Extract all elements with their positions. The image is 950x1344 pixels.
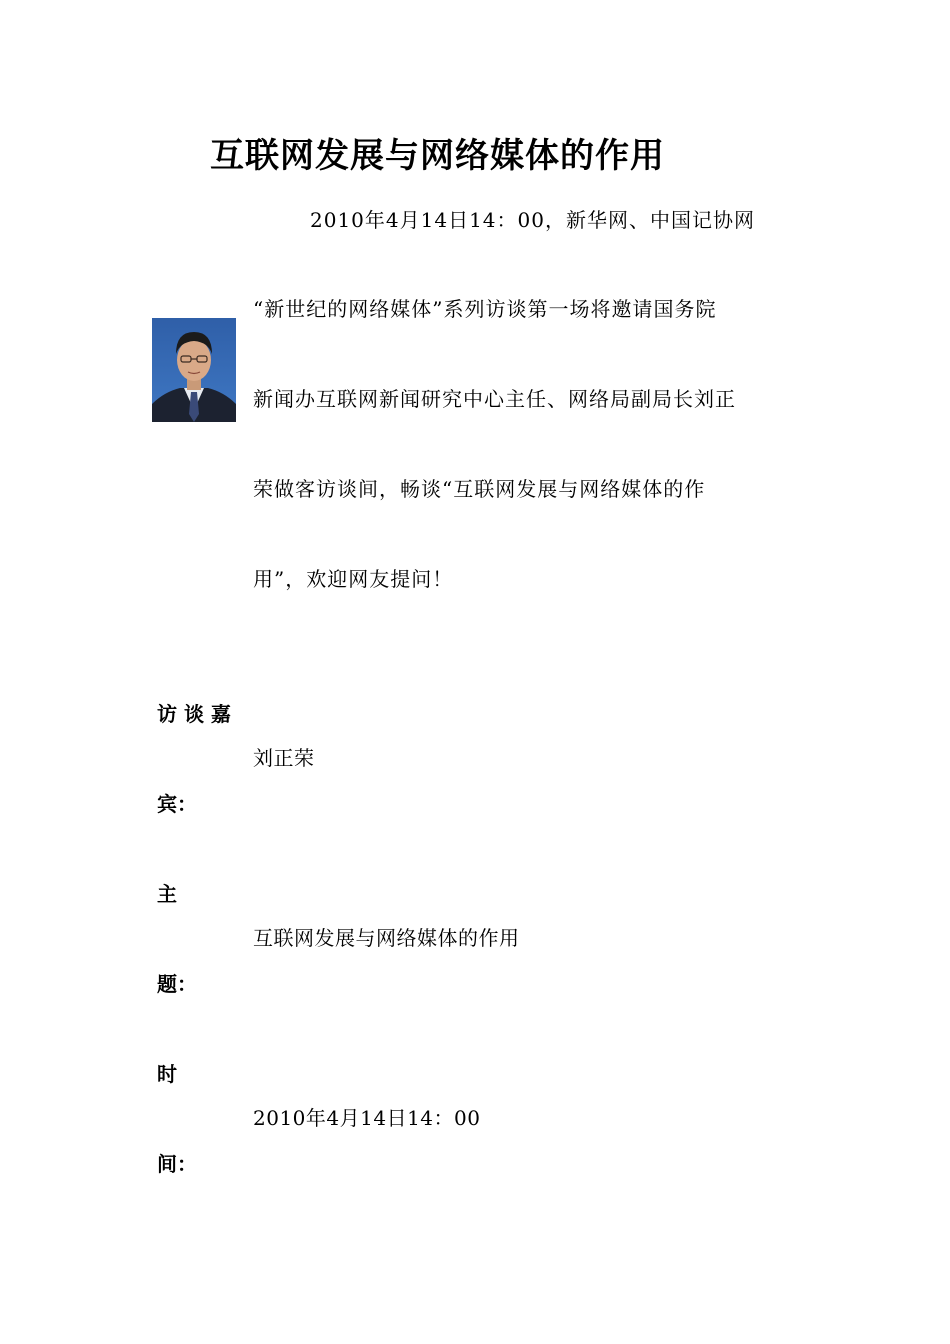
intro-line-5: 用”，欢迎网友提问！ (253, 567, 454, 591)
time-label-line2: 间： (157, 1152, 197, 1176)
guest-portrait-photo (152, 318, 236, 422)
time-label-line1: 时 (157, 1062, 177, 1086)
topic-label-line2: 题： (157, 972, 197, 996)
topic-label-line1: 主 (157, 882, 177, 906)
intro-line-4: 荣做客访谈间，畅谈“互联网发展与网络媒体的作 (253, 477, 706, 501)
guest-value: 刘正荣 (253, 746, 315, 770)
time-value: 2010年4月14日14：00 (253, 1106, 481, 1130)
topic-value: 互联网发展与网络媒体的作用 (253, 926, 520, 950)
intro-line-3: 新闻办互联网新闻研究中心主任、网络局副局长刘正 (253, 387, 736, 411)
intro-line-1: 2010年4月14日14：00，新华网、中国记协网 (310, 208, 755, 232)
intro-line-2: “新世纪的网络媒体”系列访谈第一场将邀请国务院 (253, 297, 717, 321)
guest-label-line2: 宾： (157, 792, 197, 816)
page-title: 互联网发展与网络媒体的作用 (210, 136, 665, 176)
guest-label-line1: 访 谈 嘉 (157, 702, 231, 726)
